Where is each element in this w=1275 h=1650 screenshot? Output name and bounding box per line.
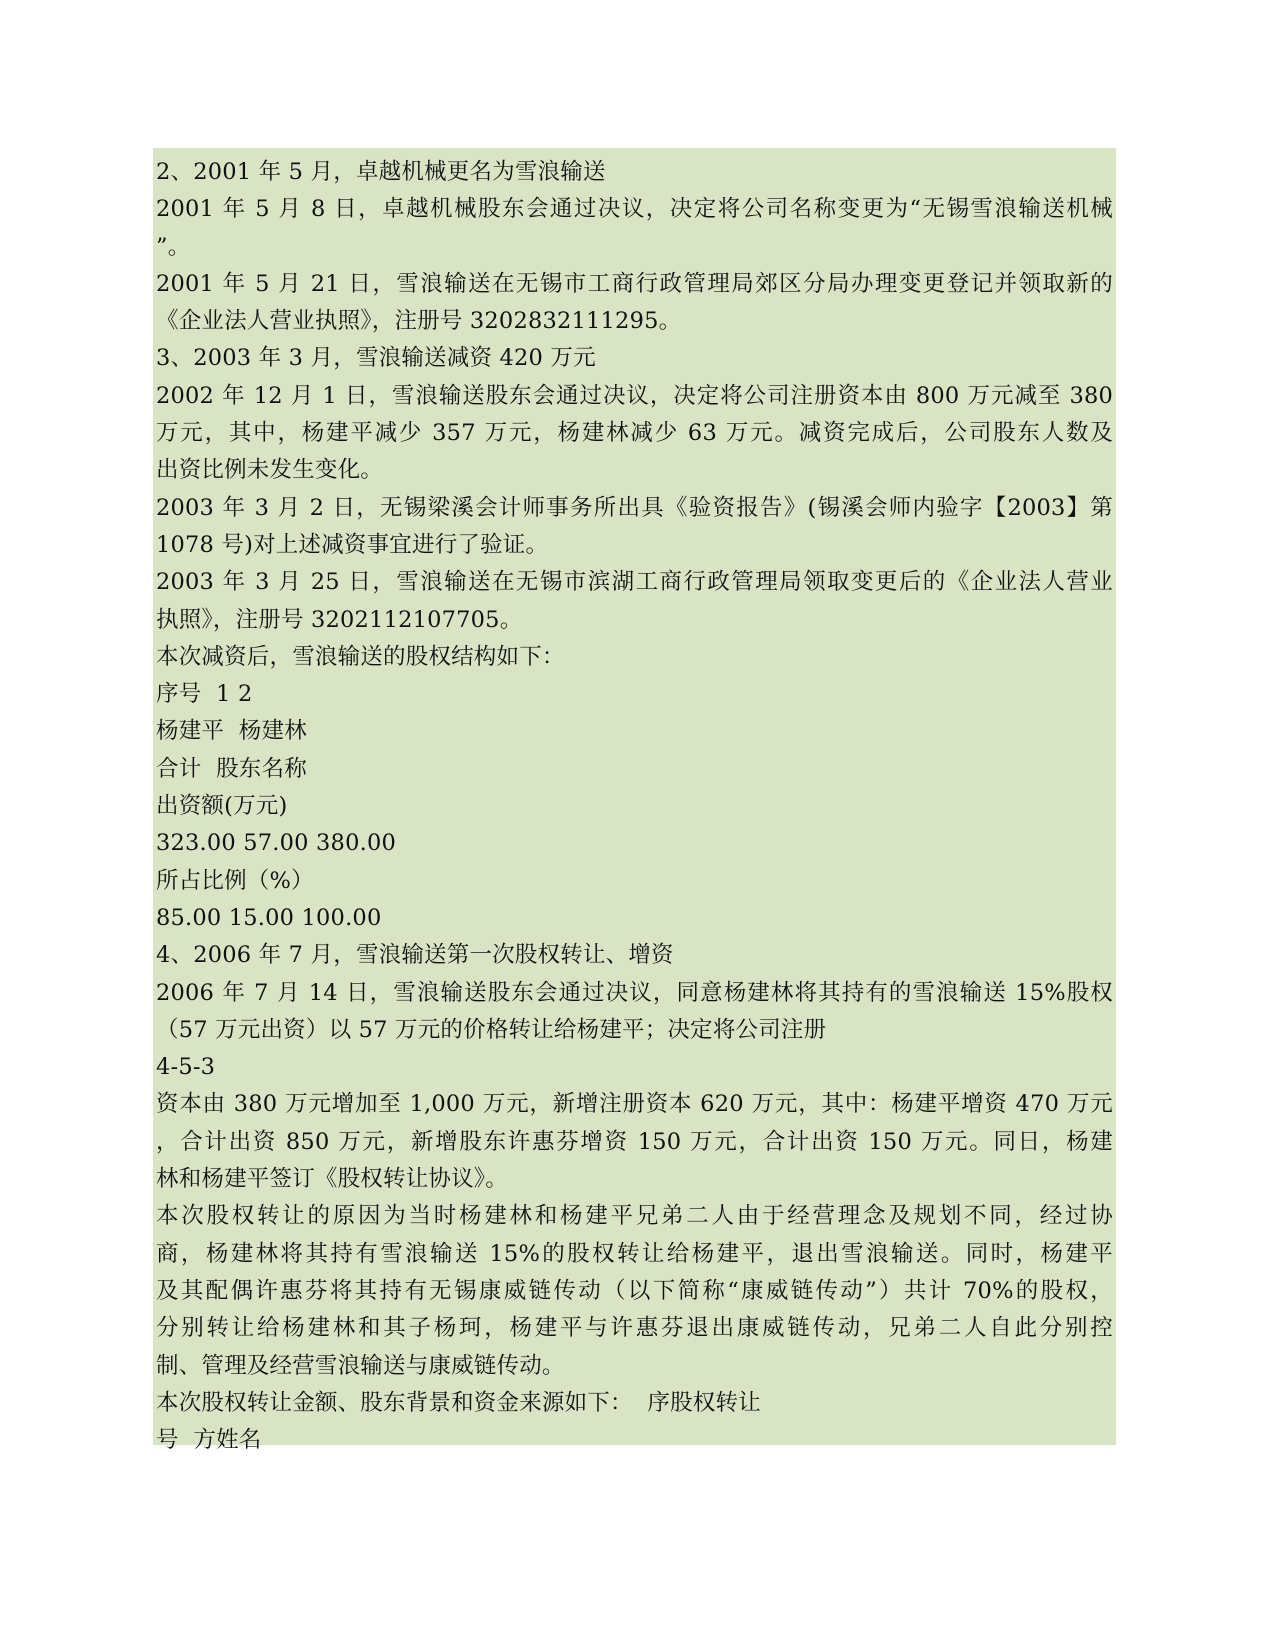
text-line: 所占比例（%） <box>156 867 314 894</box>
text-line: 分别转让给杨建林和其子杨珂，杨建平与许惠芬退出康威链传动，兄弟二人自此分别控 <box>156 1315 1113 1342</box>
text-line: 2003 年 3 月 2 日，无锡梁溪会计师事务所出具《验资报告》(锡溪会师内验字【2003】第 <box>156 494 1113 521</box>
text-line: 2006 年 7 月 14 日，雪浪输送股东会通过决议，同意杨建林将其持有的雪浪输送 15%股权 <box>156 979 1113 1006</box>
text-line: 2002 年 12 月 1 日，雪浪输送股东会通过决议，决定将公司注册资本由 800 万元减至 380 <box>156 382 1113 409</box>
highlighted-text-block <box>153 148 1116 1454</box>
text-line: 序号 1 2 <box>156 681 253 708</box>
text-line: 合计 股东名称 <box>156 755 307 782</box>
text-line: 制、管理及经营雪浪输送与康威链传动。 <box>156 1352 565 1379</box>
text-line: 2003 年 3 月 25 日，雪浪输送在无锡市滨湖工商行政管理局领取变更后的《企业法人营业 <box>156 569 1113 596</box>
text-line: 4、2006 年 7 月，雪浪输送第一次股权转让、增资 <box>156 942 674 969</box>
text-line: 及其配偶许惠芬将其持有无锡康威链传动（以下简称“康威链传动”）共计 70%的股权， <box>156 1277 1113 1304</box>
text-line: 商，杨建林将其持有雪浪输送 15%的股权转让给杨建平，退出雪浪输送。同时，杨建平 <box>156 1240 1113 1267</box>
text-line: ”。 <box>156 233 191 260</box>
text-line: ，合计出资 850 万元，新增股东许惠芬增资 150 万元，合计出资 150 万元。同日，杨建 <box>156 1128 1113 1155</box>
text-line: 执照》，注册号 3202112107705。 <box>156 606 523 633</box>
text-line: 85.00 15.00 100.00 <box>156 904 382 931</box>
text-line: 林和杨建平签订《股权转让协议》。 <box>156 1166 508 1193</box>
text-line: 万元，其中，杨建平减少 357 万元，杨建林减少 63 万元。减资完成后，公司股东人数及 <box>156 420 1113 447</box>
text-line: 出资比例未发生变化。 <box>156 457 384 484</box>
text-line: 本次股权转让的原因为当时杨建林和杨建平兄弟二人由于经营理念及规划不同，经过协 <box>156 1203 1113 1230</box>
text-line: 2001 年 5 月 8 日，卓越机械股东会通过决议，决定将公司名称变更为“无锡雪浪输送机械 <box>156 196 1113 223</box>
text-line: 本次减资后，雪浪输送的股权结构如下： <box>156 643 565 670</box>
text-line: 本次股权转让金额、股东背景和资金来源如下： 序股权转让 <box>156 1389 761 1416</box>
text-line: 323.00 57.00 380.00 <box>156 830 396 857</box>
text-line: 2、2001 年 5 月，卓越机械更名为雪浪输送 <box>156 159 606 185</box>
text-line: 杨建平 杨建林 <box>156 718 307 745</box>
text-line: 1078 号)对上述减资事宜进行了验证。 <box>156 531 549 558</box>
text-line: 号 方姓名 <box>156 1427 262 1454</box>
text-line: （57 万元出资）以 57 万元的价格转让给杨建平；决定将公司注册 <box>156 1016 827 1043</box>
text-line: 2001 年 5 月 21 日，雪浪输送在无锡市工商行政管理局郊区分局办理变更登记并领取新的 <box>156 270 1113 297</box>
text-line: 《企业法人营业执照》，注册号 3202832111295。 <box>156 308 682 335</box>
text-line: 出资额(万元) <box>156 793 288 820</box>
text-line: 4-5-3 <box>156 1054 216 1081</box>
text-line: 资本由 380 万元增加至 1,000 万元，新增注册资本 620 万元，其中：杨建平增资 470 万元 <box>156 1091 1113 1118</box>
text-line: 3、2003 年 3 月，雪浪输送减资 420 万元 <box>156 345 596 372</box>
